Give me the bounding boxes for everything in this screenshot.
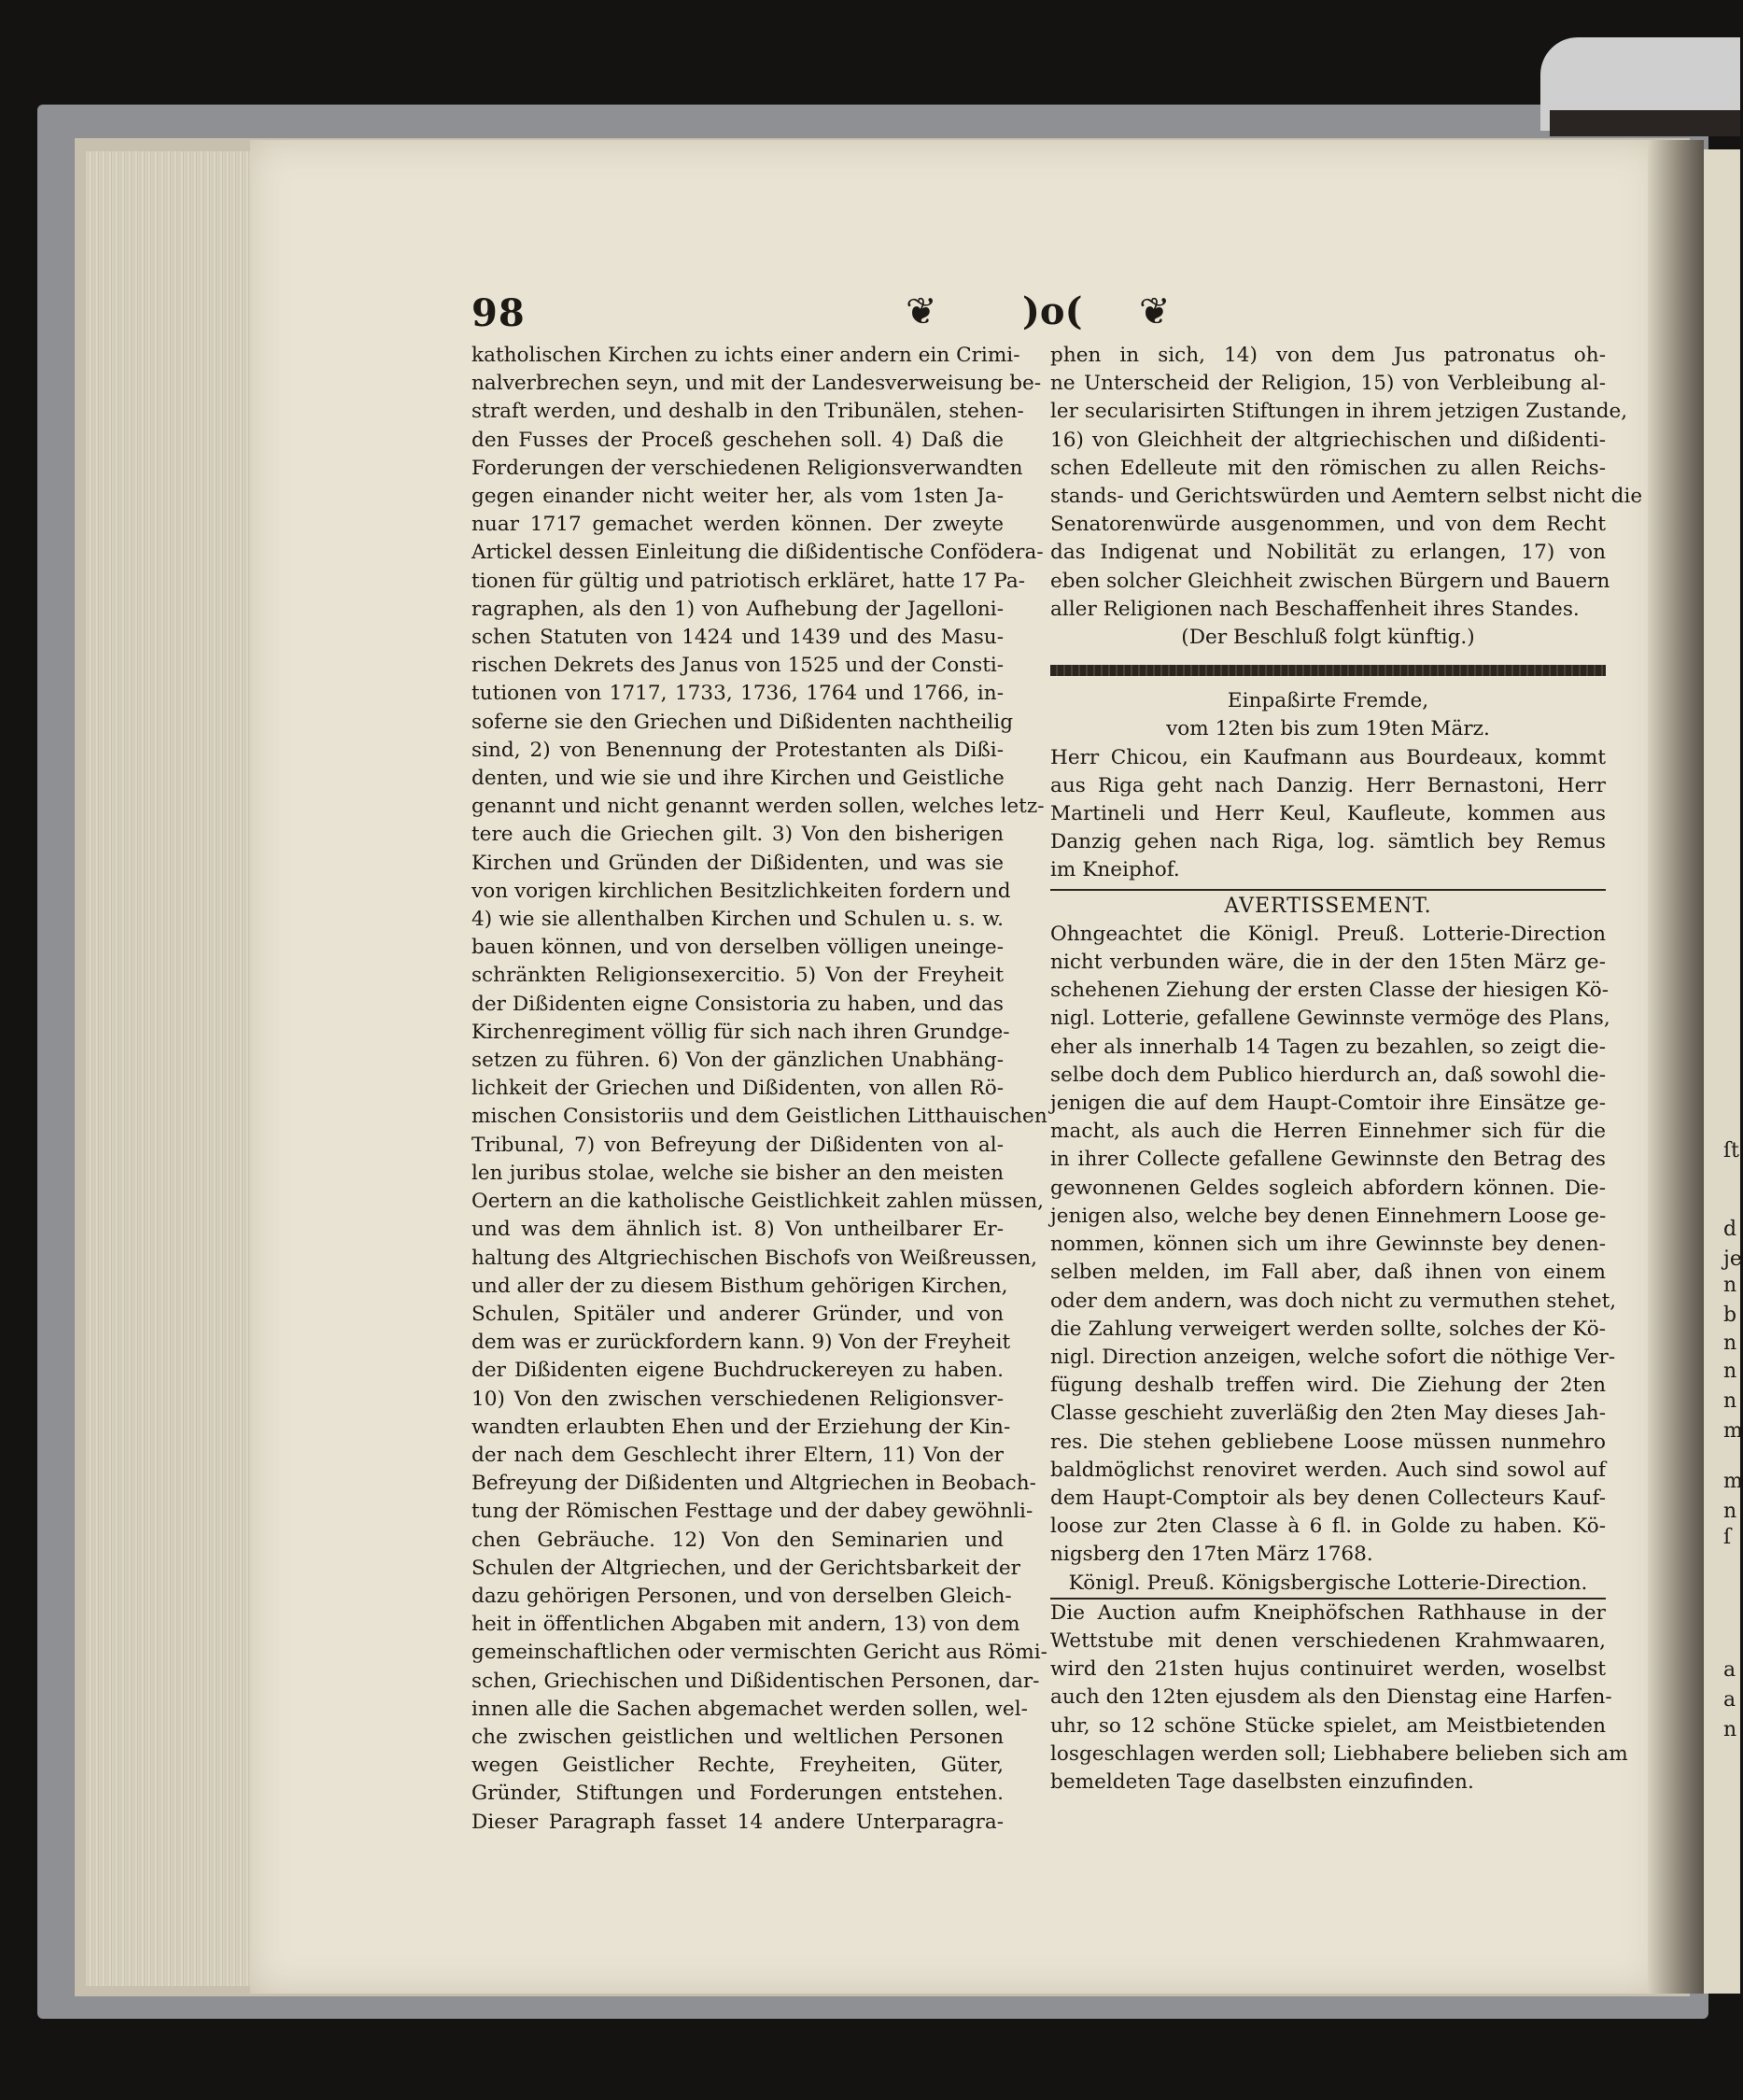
text-line: ler secularisirten Stiftungen in ihrem jetzigen Zustande, <box>1050 400 1628 424</box>
text-line: wird den 21sten hujus continuiret werden, woselbst <box>1050 1657 1606 1682</box>
text-line: Danzig gehen nach Riga, log. sämtlich bey Remus <box>1050 830 1606 854</box>
text-line: selben melden, im Fall aber, daß ihnen von einem <box>1050 1261 1606 1285</box>
text-line: Befreyung der Dißidenten und Altgriechen in Beobach- <box>471 1472 1036 1496</box>
text-line: nigl. Direction anzeigen, welche sofort die nöthige Ver- <box>1050 1345 1616 1369</box>
text-line: denten, und wie sie und ihre Kirchen und Geistliche <box>471 767 1005 791</box>
right-text-column <box>1050 342 1643 1797</box>
text-line: den Fusses der Proceß geschehen soll. 4) Daß die <box>471 428 1004 452</box>
edge-fragment: je <box>1723 1247 1742 1271</box>
text-line: Schulen, Spitäler und anderer Gründer, und von <box>471 1302 1004 1326</box>
edge-fragment: b <box>1723 1304 1737 1327</box>
text-line: Die Auction aufm Kneiphöfschen Rathhause in der <box>1050 1600 1606 1625</box>
advertisement-title: AVERTISSEMENT. <box>1224 894 1432 918</box>
text-line: Martineli und Herr Keul, Kaufleute, kommen aus <box>1050 802 1606 826</box>
text-line: loose zur 2ten Classe à 6 fl. in Golde zu haben. Kö- <box>1050 1515 1606 1539</box>
edge-fragment: a <box>1723 1688 1736 1712</box>
text-line: Gründer, Stiftungen und Forderungen entstehen. <box>471 1782 1004 1806</box>
text-line: und was dem ähnlich ist. 8) Von untheilbarer Er- <box>471 1218 1004 1242</box>
text-line: Dieser Paragraph fasset 14 andere Unterparagra- <box>471 1810 1004 1834</box>
text-line: Artickel dessen Einleitung die dißidentische Confödera- <box>471 541 1044 565</box>
text-line: 10) Von den zwischen verschiedenen Religionsver- <box>471 1387 1004 1411</box>
text-line: eher als innerhalb 14 Tagen zu bezahlen, so zeigt die- <box>1050 1035 1606 1059</box>
text-line: ne Unterscheid der Religion, 15) von Verbleibung al- <box>1050 372 1606 396</box>
text-line: gegen einander nicht weiter her, als vom 1sten Ja- <box>471 485 1004 509</box>
edge-fragment: n <box>1723 1718 1737 1741</box>
text-line: dem Haupt-Comptoir als bey denen Collecteurs Kauf- <box>1050 1486 1606 1510</box>
text-line: katholischen Kirchen zu ichts einer andern ein Crimi- <box>471 344 1020 367</box>
text-line: das Indigenat und Nobilität zu erlangen, 17) von <box>1050 541 1606 565</box>
text-line: straft werden, und deshalb in den Tribunälen, stehen- <box>471 400 1024 424</box>
text-line: fügung deshalb treffen wird. Die Ziehung der 2ten <box>1050 1374 1606 1398</box>
text-line: schränkten Religionsexercitio. 5) Von der Freyheit <box>471 964 1004 988</box>
text-line: genannt und nicht genannt werden sollen, welches letz- <box>471 795 1045 819</box>
text-line: Herr Chicou, ein Kaufmann aus Bourdeaux, kommt <box>1050 745 1606 769</box>
text-line: nommen, können sich um ihre Gewinnste bey denen- <box>1050 1233 1606 1257</box>
text-line: Schulen der Altgriechen, und der Gerichtsbarkeit der <box>471 1556 1020 1580</box>
edge-fragment: n <box>1723 1500 1737 1523</box>
text-line: tionen für gültig und patriotisch erkläret, hatte 17 Pa- <box>471 569 1025 593</box>
text-line: gewonnenen Geldes sogleich abfordern können. Die- <box>1050 1176 1606 1200</box>
edge-fragment: m <box>1723 1470 1743 1493</box>
text-line: baldmöglichst renoviret werden. Auch sind sowol auf <box>1050 1458 1606 1482</box>
edge-fragment: ſt <box>1723 1139 1739 1163</box>
text-line: schen Edelleute mit den römischen zu allen Reichs- <box>1050 456 1606 480</box>
text-line: len juribus stolae, welche sie bisher an den meisten <box>471 1161 1004 1185</box>
text-line: aller Religionen nach Beschaffenheit ihres Standes. <box>1050 597 1580 621</box>
text-line: nigsberg den 17ten März 1768. <box>1050 1543 1373 1567</box>
text-line: innen alle die Sachen abgemachet werden sollen, wel- <box>471 1697 1028 1721</box>
text-line: Ohngeachtet die Königl. Preuß. Lotterie-Direction <box>1050 922 1606 946</box>
text-line: Oertern an die katholische Geistlichkeit zahlen müssen, <box>471 1190 1044 1214</box>
text-line: Kirchenregiment völlig für sich nach ihren Grundge- <box>471 1020 1010 1044</box>
shell-ornament-icon: ❦ <box>906 290 937 333</box>
text-line: haltung des Altgriechischen Bischofs von Weißreussen, <box>471 1246 1037 1270</box>
text-line: stands- und Gerichtswürden und Aemtern selbst nicht die <box>1050 485 1643 509</box>
article-continuation <box>1050 342 1643 624</box>
text-line: bauen können, und von derselben völligen uneinge- <box>471 936 1004 960</box>
text-line: nalverbrechen seyn, und mit der Landesverweisung be- <box>471 372 1042 396</box>
text-line: jenigen die auf dem Haupt-Comtoir ihre Einsätze ge- <box>1050 1092 1606 1116</box>
text-line: jenigen also, welche bey denen Einnehmern Loose ge- <box>1050 1204 1607 1228</box>
text-line: im Kneiphof. <box>1050 858 1180 882</box>
shell-ornament-icon: ❦ <box>1139 290 1171 333</box>
text-line: selbe doch dem Publico hierdurch an, daß sowohl die- <box>1050 1063 1606 1087</box>
text-line: uhr, so 12 schöne Stücke spielet, am Meistbietenden <box>1050 1713 1606 1738</box>
text-line: 16) von Gleichheit der altgriechischen und dißidenti- <box>1050 428 1606 452</box>
page-number: 98 <box>471 291 526 335</box>
text-line: dem was er zurückfordern kann. 9) Von der Freyheit <box>471 1331 1011 1355</box>
text-line: macht, als auch die Herren Einnehmer sich für die <box>1050 1120 1606 1144</box>
text-line: losgeschlagen werden soll; Liebhabere belieben sich am <box>1050 1741 1628 1766</box>
text-line: tung der Römischen Festtage und der dabey gewöhnli- <box>471 1500 1033 1524</box>
text-line: schehenen Ziehung der ersten Classe der hiesigen Kö- <box>1050 979 1609 1003</box>
text-line: Forderungen der verschiedenen Religionsverwandten <box>471 456 1023 480</box>
text-line: in ihrer Collecte gefallene Gewinnste den Betrag des <box>1050 1148 1606 1172</box>
text-line: soferne sie den Griechen und Dißidenten nachtheilig <box>471 710 1014 734</box>
text-line: chen Gebräuche. 12) Von den Seminarien und <box>471 1528 1004 1552</box>
text-line: aus Riga geht nach Danzig. Herr Bernastoni, Herr <box>1050 773 1606 797</box>
text-line: der nach dem Geschlecht ihrer Eltern, 11) Von der <box>471 1443 1004 1467</box>
text-line: setzen zu führen. 6) Von der gänzlichen Unabhäng- <box>471 1049 1004 1073</box>
text-line: schen Statuten von 1424 und 1439 und des Masu- <box>471 626 1004 650</box>
text-line: bemeldeten Tage daselbsten einzufinden. <box>1050 1769 1474 1794</box>
text-line: res. Die stehen gebliebene Loose müssen nunmehro <box>1050 1430 1606 1454</box>
edge-fragment: n <box>1723 1274 1737 1297</box>
auction-notice <box>1050 1600 1628 1797</box>
text-line: mischen Consistoriis und dem Geistlichen Litthauischen <box>471 1105 1047 1129</box>
text-line: eben solcher Gleichheit zwischen Bürgern und Bauern <box>1050 569 1610 593</box>
text-line: Senatorenwürde ausgenommen, und von dem Recht <box>1050 513 1606 537</box>
continued-note: (Der Beschluß folgt künftig.) <box>1181 626 1475 650</box>
text-line: oder dem andern, was doch nicht zu vermuthen stehet, <box>1050 1289 1617 1313</box>
page-header <box>471 291 1606 334</box>
arrivals-subtitle: vom 12ten bis zum 19ten März. <box>1166 717 1490 741</box>
text-line: tere auch die Griechen gilt. 3) Von den bisherigen <box>471 823 1004 847</box>
left-text-column <box>471 342 1047 1837</box>
edge-fragment: n <box>1723 1332 1737 1355</box>
text-line: 4) wie sie allenthalben Kirchen und Schulen u. s. w. <box>471 908 1004 932</box>
text-line: heit in öffentlichen Abgaben mit andern, 13) von dem <box>471 1613 1020 1637</box>
text-line: dazu gehörigen Personen, und von derselben Gleich- <box>471 1584 1012 1608</box>
advertisement-signature: Königl. Preuß. Königsbergische Lotterie-Direction. <box>1050 1570 1606 1600</box>
text-line: Kirchen und Gründen der Dißidenten, und was sie <box>471 851 1004 875</box>
text-line: rischen Dekrets des Janus von 1525 und der Consti- <box>471 654 1005 678</box>
edge-fragment: n <box>1723 1389 1737 1413</box>
advertisement-text <box>1050 921 1617 1570</box>
edge-fragment: n <box>1723 1360 1737 1383</box>
text-line: sind, 2) von Benennung der Protestanten als Dißi- <box>471 738 1004 762</box>
text-line: wandten erlaubten Ehen und der Erziehung der Kin- <box>471 1415 1011 1439</box>
edge-fragment: ſ <box>1723 1526 1732 1549</box>
edge-fragment: d <box>1723 1218 1737 1241</box>
arrivals-title: Einpaßirte Fremde, <box>1227 689 1429 713</box>
text-line: Classe geschieht zuverläßig den 2ten May dieses Jah- <box>1050 1402 1606 1426</box>
edge-fragment: a <box>1723 1658 1736 1682</box>
text-line: lichkeit der Griechen und Dißidenten, von allen Rö- <box>471 1077 1004 1101</box>
text-line: Wettstube mit denen verschiedenen Krahmwaaren, <box>1050 1628 1606 1653</box>
arrivals-text <box>1050 744 1606 885</box>
text-line: der Dißidenten eigne Consistoria zu haben, und das <box>471 992 1004 1016</box>
text-line: auch den 12ten ejusdem als den Dienstag eine Harfen- <box>1050 1685 1612 1710</box>
text-line: nuar 1717 gemachet werden können. Der zweyte <box>471 513 1004 537</box>
text-line: die Zahlung verweigert werden sollte, solches der Kö- <box>1050 1317 1606 1341</box>
text-line: und aller der zu diesem Bisthum gehörigen Kirchen, <box>471 1274 1008 1298</box>
divider-line <box>1050 889 1606 891</box>
text-line: Tribunal, 7) von Befreyung der Dißidenten von al- <box>471 1133 1004 1157</box>
text-line: der Dißidenten eigene Buchdruckereyen zu haben. <box>471 1359 1004 1383</box>
text-line: phen in sich, 14) von dem Jus patronatus oh- <box>1050 344 1606 367</box>
edge-fragment: m <box>1723 1419 1743 1443</box>
text-line: tutionen von 1717, 1733, 1736, 1764 und 1766, in- <box>471 682 1004 706</box>
text-line: wegen Geistlicher Rechte, Freyheiten, Güter, <box>471 1754 1004 1778</box>
text-line: von vorigen kirchlichen Besitzlichkeiten fordern und <box>471 879 1011 903</box>
text-line: che zwischen geistlichen und weltlichen Personen <box>471 1725 1004 1749</box>
text-line: ragraphen, als den 1) von Aufhebung der Jagelloni- <box>471 597 1004 621</box>
text-line: nigl. Lotterie, gefallene Gewinnste vermöge des Plans, <box>1050 1007 1610 1031</box>
text-line: gemeinschaftlichen oder vermischten Gericht aus Römi- <box>471 1641 1047 1665</box>
section-divider <box>1050 665 1606 676</box>
text-line: nicht verbunden wäre, die in der den 15ten März ge- <box>1050 951 1606 975</box>
text-line: schen, Griechischen und Dißidentischen Personen, dar- <box>471 1669 1040 1693</box>
center-ornament: )o( <box>1022 289 1083 333</box>
